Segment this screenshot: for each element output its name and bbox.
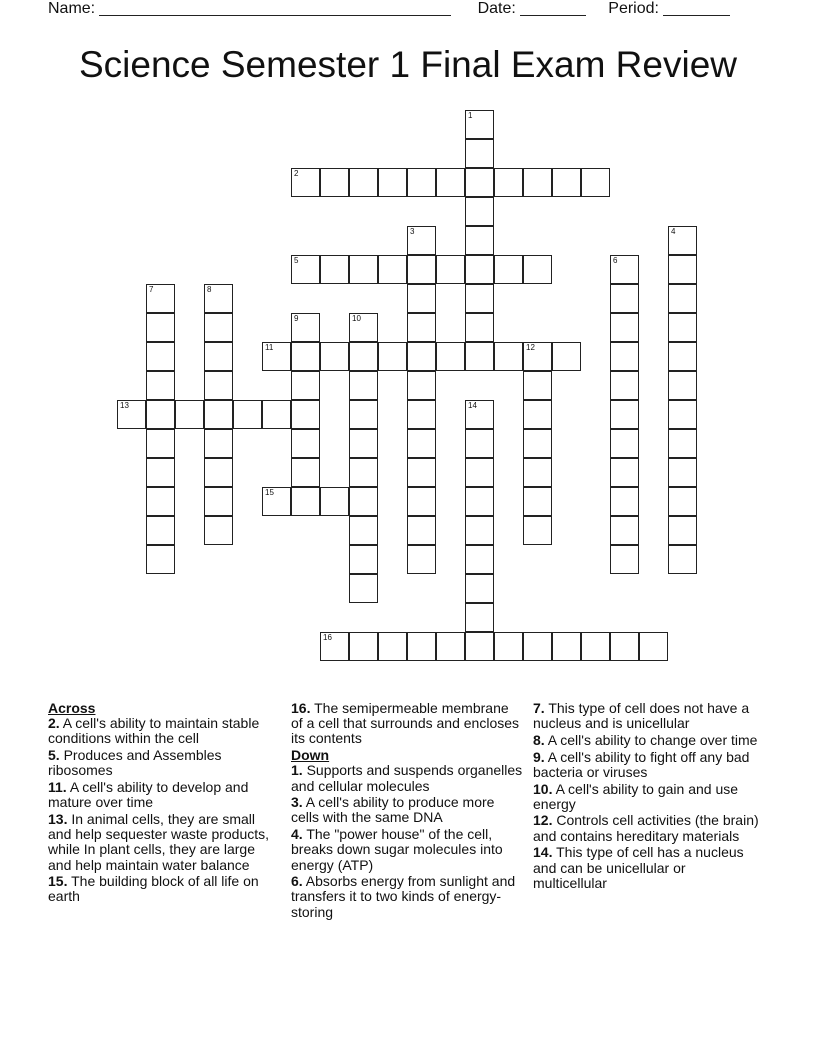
clue-number: 7.	[533, 700, 545, 716]
crossword-cell[interactable]	[494, 342, 523, 371]
clue-number: 11	[265, 343, 274, 352]
clue-item	[533, 845, 763, 891]
crossword-cell[interactable]	[465, 429, 494, 458]
clue-text: This type of cell has a nucleus and can be unicellular or multicellular	[533, 844, 744, 891]
crossword-cell[interactable]	[320, 632, 349, 661]
crossword-cell[interactable]	[407, 429, 436, 458]
crossword-cell[interactable]	[465, 255, 494, 284]
crossword-cell[interactable]	[610, 516, 639, 545]
crossword-cell[interactable]	[436, 168, 465, 197]
crossword-cell[interactable]	[552, 168, 581, 197]
crossword-cell[interactable]	[668, 284, 697, 313]
crossword-cell[interactable]	[146, 429, 175, 458]
clue-number: 8	[207, 285, 212, 294]
clue-number: 3.	[291, 794, 303, 811]
crossword-cell[interactable]	[668, 400, 697, 429]
crossword-cell[interactable]	[523, 168, 552, 197]
crossword-cell[interactable]	[349, 342, 378, 371]
clue-number: 3	[410, 227, 415, 236]
crossword-cell[interactable]	[407, 342, 436, 371]
crossword-cell[interactable]	[494, 632, 523, 661]
clue-number: 13.	[48, 810, 68, 827]
crossword-cell[interactable]	[291, 458, 320, 487]
crossword-cell[interactable]	[465, 197, 494, 226]
crossword-cell[interactable]	[436, 632, 465, 661]
clue-text: Supports and suspends organelles and cellular molecules	[291, 762, 523, 794]
across-heading: Across	[48, 700, 96, 716]
crossword-cell[interactable]	[465, 574, 494, 603]
crossword-cell[interactable]	[581, 632, 610, 661]
crossword-cell[interactable]	[204, 516, 233, 545]
clue-number: 5.	[48, 747, 60, 764]
crossword-cell[interactable]	[407, 255, 436, 284]
crossword-cell[interactable]	[610, 458, 639, 487]
crossword-cell[interactable]	[407, 168, 436, 197]
clue-number: 6	[613, 256, 618, 265]
crossword-cell[interactable]	[291, 168, 320, 197]
crossword-cell[interactable]	[668, 371, 697, 400]
page-title: Science Semester 1 Final Exam Review	[78, 44, 738, 85]
crossword-cell[interactable]	[465, 632, 494, 661]
clue-text: A cell's ability to maintain stable conditions within the cell	[48, 715, 260, 747]
clue-number: 2	[294, 169, 299, 178]
crossword-cell[interactable]	[349, 458, 378, 487]
crossword-cell[interactable]	[262, 342, 291, 371]
clue-number: 15.	[48, 873, 68, 890]
clue-text: In animal cells, they are small and help sequester waste products, while In plant cells, they are large and help maintain water balance	[48, 810, 270, 873]
clue-number: 4	[671, 227, 676, 236]
crossword-cell[interactable]	[204, 313, 233, 342]
clue-text: This type of cell does not have a nucleus and is unicellular	[533, 700, 750, 732]
clue-number: 14.	[533, 844, 553, 861]
crossword-cell[interactable]	[523, 255, 552, 284]
name-label: Name:	[48, 0, 96, 17]
clue-number: 8.	[533, 731, 545, 748]
crossword-cell[interactable]	[204, 371, 233, 400]
clue-item	[533, 750, 763, 780]
clue-number: 13	[120, 401, 129, 410]
clue-number: 2.	[48, 715, 60, 732]
crossword-cell[interactable]	[610, 545, 639, 574]
clue-text: Produces and Assembles ribosomes	[48, 747, 222, 779]
clue-item	[291, 701, 523, 747]
crossword-cell[interactable]	[436, 342, 465, 371]
clue-item	[48, 874, 280, 904]
clue-number: 10.	[533, 780, 553, 797]
crossword-cell[interactable]	[465, 110, 494, 139]
crossword-cell[interactable]	[668, 458, 697, 487]
crossword-cell[interactable]	[204, 429, 233, 458]
crossword-cell[interactable]	[146, 516, 175, 545]
crossword-cell[interactable]	[610, 342, 639, 371]
crossword-cell[interactable]	[668, 429, 697, 458]
crossword-cell[interactable]	[233, 400, 262, 429]
clue-item	[291, 795, 523, 825]
clue-text: A cell's ability to fight off any bad bacteria or viruses	[533, 748, 750, 780]
crossword-cell[interactable]	[204, 284, 233, 313]
crossword-cell[interactable]	[349, 429, 378, 458]
clue-item	[533, 782, 763, 812]
crossword-cell[interactable]	[407, 284, 436, 313]
crossword-cell[interactable]	[291, 313, 320, 342]
crossword-cell[interactable]	[465, 313, 494, 342]
clue-number: 14	[468, 401, 477, 410]
crossword-cell[interactable]	[291, 429, 320, 458]
crossword-cell[interactable]	[378, 168, 407, 197]
crossword-cell[interactable]	[291, 342, 320, 371]
crossword-cell[interactable]	[378, 255, 407, 284]
crossword-cell[interactable]	[465, 342, 494, 371]
crossword-cell[interactable]	[523, 429, 552, 458]
clue-text: The building block of all life on earth	[48, 873, 259, 905]
crossword-cell[interactable]	[262, 400, 291, 429]
clue-number: 16	[323, 633, 332, 642]
crossword-cell[interactable]	[407, 400, 436, 429]
clue-text: A cell's ability to develop and mature over time	[48, 779, 249, 811]
crossword-cell[interactable]	[668, 226, 697, 255]
crossword-cell[interactable]	[668, 313, 697, 342]
clue-text: A cell's ability to gain and use energy	[533, 780, 739, 812]
clue-item	[533, 701, 763, 731]
crossword-cell[interactable]	[146, 342, 175, 371]
crossword-cell[interactable]	[407, 371, 436, 400]
crossword-cell[interactable]	[552, 342, 581, 371]
crossword-cell[interactable]	[639, 632, 668, 661]
crossword-cell[interactable]	[349, 574, 378, 603]
crossword-cell[interactable]	[349, 487, 378, 516]
clue-item	[48, 780, 280, 810]
clue-item	[48, 716, 280, 746]
crossword-cell[interactable]	[523, 487, 552, 516]
crossword-cell[interactable]	[552, 632, 581, 661]
crossword-cell[interactable]	[610, 313, 639, 342]
crossword-cell[interactable]	[523, 342, 552, 371]
clue-number: 10	[352, 314, 361, 323]
crossword-cell[interactable]	[610, 429, 639, 458]
crossword-cell[interactable]	[465, 487, 494, 516]
crossword-cell[interactable]	[465, 139, 494, 168]
crossword-cell[interactable]	[146, 458, 175, 487]
clue-number: 11.	[48, 779, 67, 796]
crossword-cell[interactable]	[349, 545, 378, 574]
crossword-cell[interactable]	[291, 487, 320, 516]
crossword-cell[interactable]	[291, 371, 320, 400]
clue-number: 16.	[291, 700, 311, 716]
clue-number: 1	[468, 111, 473, 120]
crossword-cell[interactable]	[407, 545, 436, 574]
crossword-cell[interactable]	[610, 255, 639, 284]
crossword-cell[interactable]	[349, 255, 378, 284]
crossword-cell[interactable]	[146, 545, 175, 574]
crossword-cell[interactable]	[349, 632, 378, 661]
crossword-cell[interactable]	[146, 400, 175, 429]
clue-item	[291, 827, 523, 873]
period-label: Period:	[608, 0, 659, 17]
crossword-cell[interactable]	[204, 400, 233, 429]
crossword-cell[interactable]	[262, 487, 291, 516]
crossword-cell[interactable]	[465, 516, 494, 545]
clue-number: 6.	[291, 873, 303, 890]
clue-text: The "power house" of the cell, breaks down sugar molecules into energy (ATP)	[291, 826, 503, 873]
crossword-cell[interactable]	[407, 516, 436, 545]
clue-number: 5	[294, 256, 299, 265]
crossword-cell[interactable]	[146, 487, 175, 516]
crossword-cell[interactable]	[320, 342, 349, 371]
crossword-cell[interactable]	[320, 487, 349, 516]
clue-item	[291, 763, 523, 793]
clue-text: Controls cell activities (the brain) and contains hereditary materials	[533, 812, 759, 844]
clue-item	[533, 733, 763, 748]
clue-text: A cell's ability to produce more cells with the same DNA	[291, 794, 495, 826]
crossword-cell[interactable]	[436, 255, 465, 284]
clue-text: Absorbs energy from sunlight and transfers it to two kinds of energy-storing	[291, 873, 516, 920]
crossword-cell[interactable]	[291, 400, 320, 429]
crossword-cell[interactable]	[146, 313, 175, 342]
clue-number: 12.	[533, 812, 553, 829]
crossword-cell[interactable]	[668, 545, 697, 574]
clue-number: 9.	[533, 748, 545, 765]
crossword-cell[interactable]	[465, 226, 494, 255]
crossword-cell[interactable]	[349, 400, 378, 429]
crossword-cell[interactable]	[523, 400, 552, 429]
crossword-cell[interactable]	[291, 255, 320, 284]
crossword-cell[interactable]	[465, 400, 494, 429]
crossword-cell[interactable]	[465, 168, 494, 197]
crossword-cell[interactable]	[610, 371, 639, 400]
crossword-cell[interactable]	[668, 342, 697, 371]
crossword-cell[interactable]	[146, 371, 175, 400]
clue-number: 15	[265, 488, 274, 497]
crossword-cell[interactable]	[465, 545, 494, 574]
crossword-cell[interactable]	[465, 458, 494, 487]
clue-item	[48, 748, 280, 778]
crossword-cell[interactable]	[465, 603, 494, 632]
crossword-cell[interactable]	[146, 284, 175, 313]
clue-text: The semipermeable membrane of a cell that surrounds and encloses its contents	[291, 700, 520, 747]
crossword-cell[interactable]	[407, 487, 436, 516]
crossword-cell[interactable]	[378, 342, 407, 371]
clue-number: 7	[149, 285, 154, 294]
crossword-cell[interactable]	[349, 313, 378, 342]
down-heading: Down	[291, 747, 330, 764]
clue-column-2	[291, 701, 523, 921]
clue-item	[291, 874, 523, 920]
crossword-cell[interactable]	[320, 255, 349, 284]
crossword-cell[interactable]	[494, 255, 523, 284]
crossword-cell[interactable]	[407, 458, 436, 487]
clue-number: 12	[526, 343, 535, 352]
crossword-cell[interactable]	[581, 168, 610, 197]
crossword-cell[interactable]	[204, 458, 233, 487]
clue-number: 4.	[291, 826, 303, 843]
clue-column-1	[48, 701, 280, 906]
clue-number: 1.	[291, 762, 303, 779]
crossword-cell[interactable]	[407, 226, 436, 255]
crossword-cell[interactable]	[668, 516, 697, 545]
crossword-cell[interactable]	[668, 255, 697, 284]
date-label: Date:	[477, 0, 516, 17]
clue-number: 9	[294, 314, 299, 323]
crossword-cell[interactable]	[523, 371, 552, 400]
crossword-cell[interactable]	[320, 168, 349, 197]
clue-text: A cell's ability to change over time	[544, 731, 758, 748]
crossword-cell[interactable]	[610, 632, 639, 661]
clue-item	[533, 813, 763, 843]
crossword-cell[interactable]	[523, 458, 552, 487]
crossword-cell[interactable]	[523, 632, 552, 661]
crossword-cell[interactable]	[668, 487, 697, 516]
crossword-cell[interactable]	[407, 313, 436, 342]
crossword-cell[interactable]	[465, 284, 494, 313]
crossword-cell[interactable]	[407, 632, 436, 661]
crossword-cell[interactable]	[610, 400, 639, 429]
crossword-cell[interactable]	[204, 342, 233, 371]
crossword-cell[interactable]	[117, 400, 146, 429]
crossword-cell[interactable]	[378, 632, 407, 661]
crossword-cell[interactable]	[349, 371, 378, 400]
clue-item	[48, 812, 280, 873]
crossword-cell[interactable]	[610, 284, 639, 313]
crossword-cell[interactable]	[349, 516, 378, 545]
crossword-cell[interactable]	[349, 168, 378, 197]
crossword-cell[interactable]	[494, 168, 523, 197]
crossword-cell[interactable]	[175, 400, 204, 429]
crossword-cell[interactable]	[610, 487, 639, 516]
crossword-cell[interactable]	[523, 516, 552, 545]
crossword-cell[interactable]	[204, 487, 233, 516]
clue-column-3	[533, 701, 763, 892]
